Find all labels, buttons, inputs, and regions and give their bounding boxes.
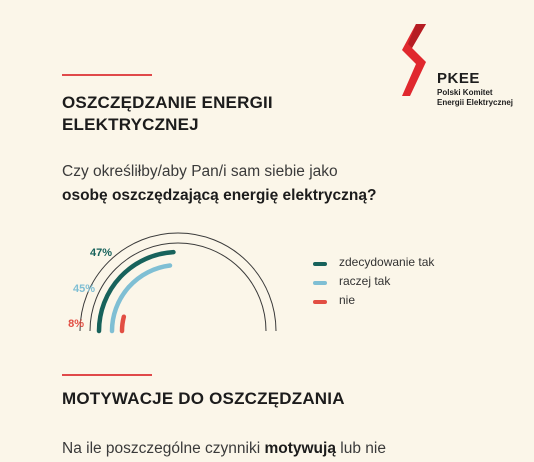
question-line2: osobę oszczędzającą energię elektryczną? — [62, 187, 377, 204]
legend-label-zdecydowanie-tak: zdecydowanie tak — [339, 255, 435, 269]
chart-bar-nie — [122, 317, 124, 331]
logo-name: PKEE — [437, 70, 480, 87]
chart-bar-raczej-tak — [112, 265, 170, 331]
logo-subtitle-line1: Polski Komitet — [437, 88, 493, 97]
legend-swatch-raczej-tak — [313, 281, 327, 285]
section1-title-line2: ELEKTRYCZNEJ — [62, 115, 199, 134]
section2-rule — [62, 374, 152, 376]
chart-track-1 — [80, 233, 276, 331]
chart-track-0 — [90, 243, 266, 331]
chart-value-label-raczej-tak: 45% — [72, 283, 95, 295]
chart-tracks — [80, 233, 276, 331]
section2-question — [62, 440, 386, 458]
legend-label-nie: nie — [339, 293, 356, 307]
chart-labels — [68, 247, 112, 330]
section2-title: MOTYWACJE DO OSZCZĘDZANIA — [62, 389, 345, 408]
logo-subtitle — [437, 88, 513, 108]
chart-value-label-zdecydowanie-tak: 47% — [89, 247, 112, 259]
question-line1: Czy określiłby/aby Pan/i sam siebie jako — [62, 163, 338, 180]
pkee-logo-mark-icon — [402, 24, 430, 96]
section2-question-end: lub nie — [340, 440, 386, 457]
pkee-logo — [402, 24, 522, 107]
section2-question-start: Na ile poszczególne czynniki — [62, 440, 261, 457]
section1-question — [62, 160, 376, 208]
logo-subtitle-line2: Energii Elektrycznej — [437, 98, 514, 107]
section1-title — [62, 92, 273, 136]
chart-value-label-nie: 8% — [68, 318, 84, 330]
legend-swatch-zdecydowanie-tak — [313, 262, 327, 266]
legend-label-raczej-tak: raczej tak — [339, 274, 391, 288]
section1-title-line1: OSZCZĘDZANIE ENERGII — [62, 93, 273, 112]
chart-bar-zdecydowanie-tak — [99, 252, 173, 331]
chart-bars — [99, 252, 173, 331]
section2-question-bold: motywują — [264, 440, 336, 457]
section1-rule — [62, 74, 152, 76]
legend-swatch-nie — [313, 300, 327, 304]
